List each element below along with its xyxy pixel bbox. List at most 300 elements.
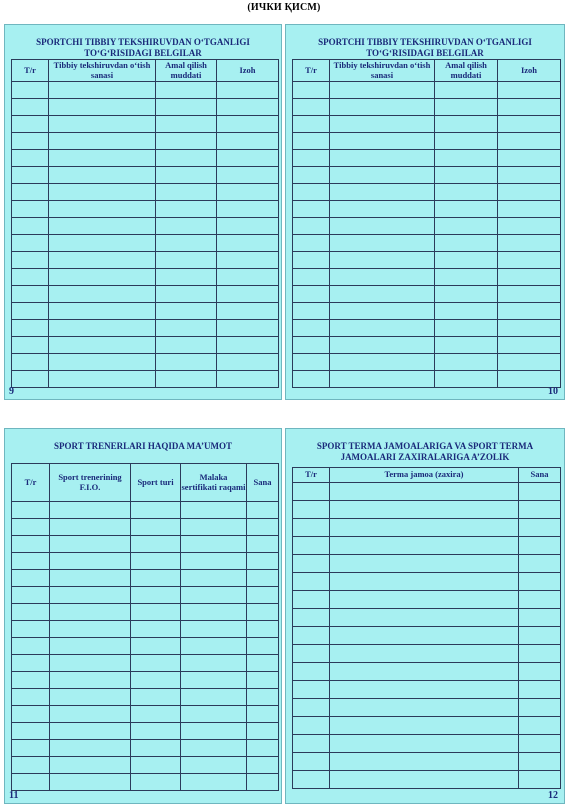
empty-cell <box>293 269 330 286</box>
empty-cell <box>156 133 217 150</box>
empty-cell <box>181 536 247 553</box>
empty-cell <box>435 269 498 286</box>
empty-cell <box>12 723 50 740</box>
table-row <box>293 320 561 337</box>
page-11 <box>4 428 282 804</box>
table-row <box>12 320 279 337</box>
empty-cell <box>131 621 181 638</box>
empty-cell <box>247 502 279 519</box>
col-header-number: T/r <box>293 60 330 82</box>
empty-cell <box>181 519 247 536</box>
empty-cell <box>293 252 330 269</box>
empty-cell <box>217 116 279 133</box>
empty-cell <box>50 672 131 689</box>
empty-cell <box>330 201 435 218</box>
empty-cell <box>49 99 156 116</box>
table-row <box>12 286 279 303</box>
empty-cell <box>12 303 49 320</box>
empty-cell <box>131 638 181 655</box>
table-row <box>293 354 561 371</box>
empty-cell <box>519 591 561 609</box>
page-title <box>5 37 281 59</box>
empty-cell <box>49 235 156 252</box>
table-row <box>12 689 279 706</box>
empty-cell <box>498 354 561 371</box>
empty-cell <box>247 570 279 587</box>
empty-cell <box>498 218 561 235</box>
empty-cell <box>181 621 247 638</box>
empty-cell <box>50 621 131 638</box>
empty-cell <box>519 735 561 753</box>
col-header-date: Sana <box>247 464 279 502</box>
empty-cell <box>293 735 330 753</box>
table-row <box>293 537 561 555</box>
empty-cell <box>330 501 519 519</box>
empty-cell <box>12 655 50 672</box>
empty-cell <box>12 774 50 791</box>
empty-cell <box>330 167 435 184</box>
empty-cell <box>247 757 279 774</box>
table-row <box>12 167 279 184</box>
page-number: 12 <box>548 790 558 801</box>
empty-cell <box>435 133 498 150</box>
table-row <box>293 483 561 501</box>
empty-cell <box>12 337 49 354</box>
empty-cell <box>49 167 156 184</box>
empty-cell <box>12 82 49 99</box>
empty-cell <box>293 645 330 663</box>
empty-cell <box>156 167 217 184</box>
table-row <box>293 519 561 537</box>
empty-cell <box>217 184 279 201</box>
medical-checks-table <box>11 59 279 388</box>
table-row <box>12 235 279 252</box>
empty-cell <box>519 717 561 735</box>
empty-cell <box>293 82 330 99</box>
empty-cell <box>49 303 156 320</box>
empty-cell <box>181 655 247 672</box>
empty-cell <box>49 337 156 354</box>
table-row <box>12 638 279 655</box>
empty-cell <box>49 354 156 371</box>
empty-cell <box>519 573 561 591</box>
empty-cell <box>12 536 50 553</box>
empty-cell <box>435 252 498 269</box>
empty-cell <box>131 570 181 587</box>
title-line-1: SPORT TRENERLARI HAQIDA MA’UMOT <box>54 441 232 451</box>
empty-cell <box>50 570 131 587</box>
table-row <box>12 774 279 791</box>
empty-cell <box>12 167 49 184</box>
empty-cell <box>330 735 519 753</box>
table-row <box>293 252 561 269</box>
table-row <box>12 252 279 269</box>
col-header-validity: Amal qilish muddati <box>156 60 217 82</box>
table-row <box>293 201 561 218</box>
empty-cell <box>330 753 519 771</box>
empty-cell <box>181 757 247 774</box>
empty-cell <box>181 706 247 723</box>
empty-cell <box>247 536 279 553</box>
empty-cell <box>330 483 519 501</box>
empty-cell <box>330 555 519 573</box>
empty-cell <box>330 218 435 235</box>
table-row <box>12 354 279 371</box>
empty-cell <box>217 133 279 150</box>
table-row <box>12 706 279 723</box>
empty-cell <box>12 502 50 519</box>
empty-cell <box>50 587 131 604</box>
empty-cell <box>435 371 498 388</box>
table-row <box>12 723 279 740</box>
empty-cell <box>330 116 435 133</box>
empty-cell <box>498 99 561 116</box>
empty-cell <box>217 150 279 167</box>
empty-cell <box>217 218 279 235</box>
page-title <box>286 441 564 463</box>
empty-cell <box>217 82 279 99</box>
table-row <box>12 536 279 553</box>
empty-cell <box>12 218 49 235</box>
empty-cell <box>131 740 181 757</box>
empty-cell <box>519 555 561 573</box>
empty-cell <box>498 235 561 252</box>
table-row <box>12 519 279 536</box>
empty-cell <box>12 184 49 201</box>
empty-cell <box>293 501 330 519</box>
empty-cell <box>131 604 181 621</box>
empty-cell <box>330 150 435 167</box>
empty-cell <box>247 621 279 638</box>
empty-cell <box>247 689 279 706</box>
table-row <box>293 717 561 735</box>
empty-cell <box>330 99 435 116</box>
col-header-validity: Amal qilish muddati <box>435 60 498 82</box>
empty-cell <box>519 681 561 699</box>
empty-cell <box>49 218 156 235</box>
table-row <box>293 337 561 354</box>
empty-cell <box>435 116 498 133</box>
page-title <box>5 441 281 452</box>
table-row <box>12 218 279 235</box>
empty-cell <box>49 201 156 218</box>
empty-cell <box>293 167 330 184</box>
empty-cell <box>293 201 330 218</box>
title-line-1: SPORT TERMA JAMOALARIGA VA SPORT TERMA <box>316 441 534 451</box>
empty-cell <box>330 573 519 591</box>
empty-cell <box>156 150 217 167</box>
empty-cell <box>217 235 279 252</box>
table-row <box>293 269 561 286</box>
empty-cell <box>49 286 156 303</box>
table-row <box>293 555 561 573</box>
empty-cell <box>131 672 181 689</box>
empty-cell <box>12 235 49 252</box>
empty-cell <box>435 218 498 235</box>
table-row <box>12 184 279 201</box>
empty-cell <box>498 133 561 150</box>
empty-cell <box>247 672 279 689</box>
empty-cell <box>293 609 330 627</box>
empty-cell <box>12 621 50 638</box>
empty-cell <box>293 116 330 133</box>
empty-cell <box>519 609 561 627</box>
empty-cell <box>435 150 498 167</box>
empty-cell <box>498 337 561 354</box>
empty-cell <box>131 536 181 553</box>
col-header-check-date: Tibbiy tekshiruvdan o‘tish sanasi <box>330 60 435 82</box>
empty-cell <box>12 99 49 116</box>
table-row <box>12 587 279 604</box>
table-row <box>12 553 279 570</box>
col-header-certificate-number: Malaka sertifikati raqami <box>181 464 247 502</box>
empty-cell <box>49 320 156 337</box>
empty-cell <box>435 201 498 218</box>
empty-cell <box>181 553 247 570</box>
title-line-2: TO‘G‘RISIDAGI BELGILAR <box>366 48 484 58</box>
empty-cell <box>293 150 330 167</box>
empty-cell <box>293 303 330 320</box>
col-header-coach-name: Sport trenerining F.I.O. <box>50 464 131 502</box>
empty-cell <box>435 184 498 201</box>
empty-cell <box>330 133 435 150</box>
empty-cell <box>293 627 330 645</box>
empty-cell <box>519 771 561 789</box>
empty-cell <box>50 706 131 723</box>
empty-cell <box>12 286 49 303</box>
empty-cell <box>498 371 561 388</box>
empty-cell <box>293 771 330 789</box>
table-row <box>293 591 561 609</box>
table-row <box>12 570 279 587</box>
empty-cell <box>217 252 279 269</box>
empty-cell <box>247 587 279 604</box>
empty-cell <box>131 757 181 774</box>
empty-cell <box>217 167 279 184</box>
table-row <box>293 501 561 519</box>
empty-cell <box>519 501 561 519</box>
table-row <box>12 116 279 133</box>
empty-cell <box>330 717 519 735</box>
empty-cell <box>519 519 561 537</box>
empty-cell <box>181 672 247 689</box>
empty-cell <box>156 320 217 337</box>
empty-cell <box>50 553 131 570</box>
empty-cell <box>12 201 49 218</box>
table-row <box>293 771 561 789</box>
table-row <box>293 681 561 699</box>
table-row <box>293 573 561 591</box>
empty-cell <box>156 337 217 354</box>
col-header-check-date: Tibbiy tekshiruvdan o‘tish sanasi <box>49 60 156 82</box>
page-number: 11 <box>9 790 19 801</box>
empty-cell <box>293 573 330 591</box>
empty-cell <box>12 638 50 655</box>
empty-cell <box>50 740 131 757</box>
title-line-1: SPORTCHI TIBBIY TEKSHIRUVDAN O‘TGANLIGI <box>318 37 532 47</box>
empty-cell <box>49 133 156 150</box>
empty-cell <box>519 483 561 501</box>
empty-cell <box>156 269 217 286</box>
empty-cell <box>49 269 156 286</box>
empty-cell <box>217 201 279 218</box>
empty-cell <box>519 645 561 663</box>
empty-cell <box>293 663 330 681</box>
col-header-number: T/r <box>12 464 50 502</box>
table-row <box>12 133 279 150</box>
empty-cell <box>330 537 519 555</box>
table-row <box>293 286 561 303</box>
empty-cell <box>435 167 498 184</box>
empty-cell <box>519 627 561 645</box>
empty-cell <box>293 371 330 388</box>
empty-cell <box>293 555 330 573</box>
table-row <box>293 116 561 133</box>
empty-cell <box>293 699 330 717</box>
empty-cell <box>293 681 330 699</box>
empty-cell <box>293 519 330 537</box>
empty-cell <box>50 604 131 621</box>
empty-cell <box>156 286 217 303</box>
empty-cell <box>131 706 181 723</box>
empty-cell <box>156 252 217 269</box>
empty-cell <box>435 82 498 99</box>
empty-cell <box>217 99 279 116</box>
empty-cell <box>435 354 498 371</box>
empty-cell <box>330 235 435 252</box>
empty-cell <box>293 337 330 354</box>
table-row <box>12 621 279 638</box>
empty-cell <box>12 320 49 337</box>
empty-cell <box>293 537 330 555</box>
table-row <box>293 82 561 99</box>
empty-cell <box>50 757 131 774</box>
empty-cell <box>247 740 279 757</box>
empty-cell <box>498 286 561 303</box>
empty-cell <box>50 536 131 553</box>
empty-cell <box>330 609 519 627</box>
empty-cell <box>181 774 247 791</box>
empty-cell <box>12 604 50 621</box>
empty-cell <box>12 133 49 150</box>
empty-cell <box>498 167 561 184</box>
table-row <box>293 99 561 116</box>
empty-cell <box>293 218 330 235</box>
table-row <box>12 672 279 689</box>
empty-cell <box>498 184 561 201</box>
empty-cell <box>247 553 279 570</box>
empty-cell <box>293 286 330 303</box>
empty-cell <box>330 645 519 663</box>
empty-cell <box>181 638 247 655</box>
empty-cell <box>247 723 279 740</box>
empty-cell <box>131 502 181 519</box>
empty-cell <box>217 303 279 320</box>
empty-cell <box>519 537 561 555</box>
empty-cell <box>293 235 330 252</box>
empty-cell <box>330 252 435 269</box>
empty-cell <box>50 638 131 655</box>
empty-cell <box>330 591 519 609</box>
empty-cell <box>330 771 519 789</box>
table-row <box>12 269 279 286</box>
empty-cell <box>12 672 50 689</box>
table-row <box>293 167 561 184</box>
empty-cell <box>498 303 561 320</box>
empty-cell <box>156 218 217 235</box>
empty-cell <box>293 591 330 609</box>
empty-cell <box>12 519 50 536</box>
page-number: 9 <box>9 386 14 397</box>
empty-cell <box>131 519 181 536</box>
empty-cell <box>12 150 49 167</box>
empty-cell <box>131 553 181 570</box>
empty-cell <box>330 663 519 681</box>
empty-cell <box>181 723 247 740</box>
table-row <box>293 753 561 771</box>
empty-cell <box>330 681 519 699</box>
empty-cell <box>293 184 330 201</box>
table-row <box>12 201 279 218</box>
empty-cell <box>12 740 50 757</box>
empty-cell <box>12 371 49 388</box>
col-header-note: Izoh <box>217 60 279 82</box>
empty-cell <box>12 689 50 706</box>
empty-cell <box>49 116 156 133</box>
title-line-1: SPORTCHI TIBBIY TEKSHIRUVDAN O‘TGANLIGI <box>36 37 250 47</box>
empty-cell <box>330 371 435 388</box>
col-header-number: T/r <box>293 468 330 483</box>
document-title: (ИЧКИ ҚИСМ) <box>247 2 321 13</box>
table-row <box>293 235 561 252</box>
col-header-team: Terma jamoa (zaxira) <box>330 468 519 483</box>
empty-cell <box>435 303 498 320</box>
empty-cell <box>181 502 247 519</box>
empty-cell <box>156 201 217 218</box>
empty-cell <box>217 354 279 371</box>
empty-cell <box>247 706 279 723</box>
empty-cell <box>181 689 247 706</box>
empty-cell <box>330 354 435 371</box>
title-line-2: TO‘G‘RISIDAGI BELGILAR <box>84 48 202 58</box>
table-row <box>12 757 279 774</box>
table-row <box>12 655 279 672</box>
empty-cell <box>156 99 217 116</box>
table-row <box>293 699 561 717</box>
empty-cell <box>330 337 435 354</box>
empty-cell <box>519 753 561 771</box>
empty-cell <box>330 519 519 537</box>
empty-cell <box>50 689 131 706</box>
empty-cell <box>435 320 498 337</box>
empty-cell <box>217 286 279 303</box>
empty-cell <box>247 638 279 655</box>
empty-cell <box>131 689 181 706</box>
empty-cell <box>156 116 217 133</box>
page-9 <box>4 24 282 400</box>
table-row <box>293 371 561 388</box>
col-header-date: Sana <box>519 468 561 483</box>
empty-cell <box>247 519 279 536</box>
empty-cell <box>12 570 50 587</box>
table-row <box>293 609 561 627</box>
page-number: 10 <box>548 386 558 397</box>
empty-cell <box>435 286 498 303</box>
empty-cell <box>49 150 156 167</box>
national-team-table <box>292 467 561 789</box>
table-row <box>293 150 561 167</box>
table-row <box>293 303 561 320</box>
